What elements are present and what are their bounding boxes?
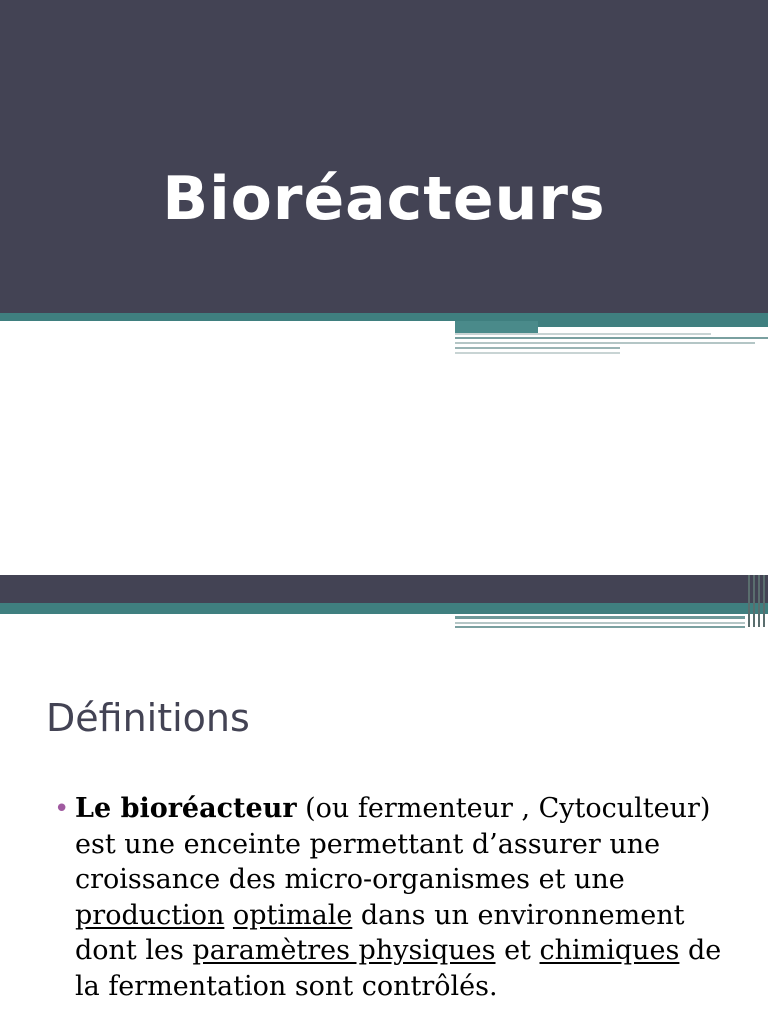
header-band bbox=[0, 575, 768, 603]
accent-line-6 bbox=[455, 616, 745, 619]
accent-strip-block bbox=[455, 321, 538, 333]
definition-text bbox=[75, 791, 744, 1005]
accent-line-5 bbox=[455, 352, 620, 354]
accent-line-7 bbox=[455, 622, 745, 624]
term-bold: Le bioréacteur bbox=[75, 793, 297, 824]
accent-line-4 bbox=[455, 347, 620, 349]
accent-line-2 bbox=[455, 337, 768, 339]
underlined-parametres-physiques: paramètres physiques bbox=[192, 935, 496, 967]
section-title: Définitions bbox=[46, 696, 250, 740]
underlined-chimiques: chimiques bbox=[539, 935, 680, 967]
text-space bbox=[224, 900, 233, 931]
slide-title: Bioréacteurs bbox=[162, 164, 606, 234]
text-part-1: (ou fermenteur , Cytoculteur) est une enceinte permettant d’assurer une croissance des micro-organismes et une bbox=[75, 793, 711, 896]
accent-strip-right bbox=[538, 313, 768, 327]
title-band bbox=[0, 0, 768, 313]
accent-line-3 bbox=[455, 342, 755, 344]
text-part-3: et bbox=[495, 935, 540, 967]
definitions-slide bbox=[0, 575, 768, 1024]
accent-line-1 bbox=[455, 333, 711, 335]
vertical-accent-bars bbox=[746, 575, 768, 627]
text-part-2: dans un environnement dont les bbox=[75, 899, 685, 967]
text-part-4: de la fermentation sont contrôlés. bbox=[75, 935, 722, 1002]
header-accent-strip bbox=[0, 603, 768, 614]
definition-bullet bbox=[54, 791, 744, 1005]
accent-line-8 bbox=[455, 626, 745, 628]
bullet-dot-icon: • bbox=[54, 794, 70, 824]
underlined-production: production bbox=[75, 899, 225, 931]
underlined-optimale: optimale bbox=[232, 899, 353, 931]
